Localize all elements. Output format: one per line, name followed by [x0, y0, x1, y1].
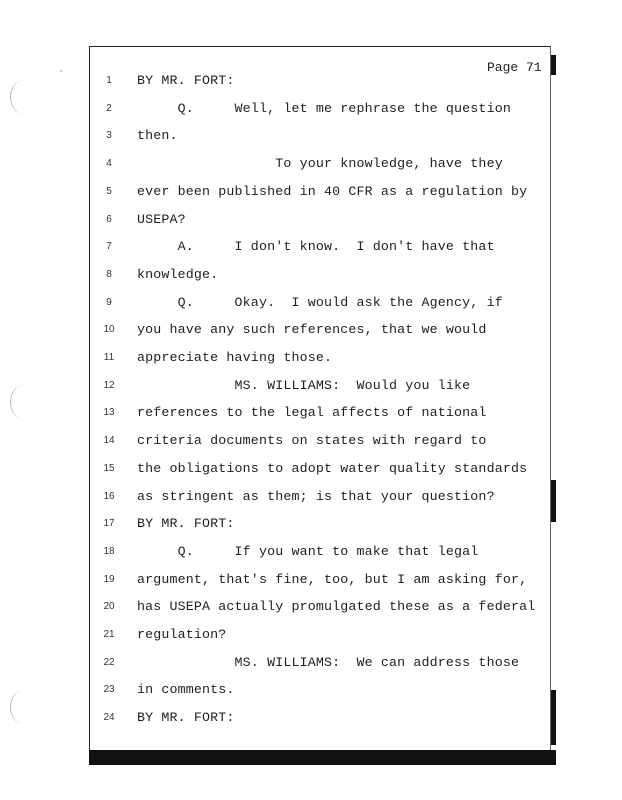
scan-edge-mark-top [551, 55, 556, 75]
line-text: you have any such references, that we would [137, 322, 487, 338]
line-number: 18 [103, 545, 115, 557]
line-text: Q. Okay. I would ask the Agency, if [137, 294, 503, 310]
transcript-line [0, 433, 487, 453]
line-text: MS. WILLIAMS: We can address those [137, 654, 520, 670]
line-text: ever been published in 40 CFR as a regulation by [137, 183, 528, 199]
line-text: knowledge. [137, 266, 219, 282]
scan-edge-mark-middle [551, 480, 556, 522]
transcript-line [0, 405, 487, 425]
transcript-line [0, 571, 528, 592]
line-number: 5 [106, 185, 112, 197]
transcript-line [0, 488, 495, 509]
line-number: 10 [103, 324, 115, 336]
line-number: 17 [103, 518, 115, 530]
line-number: 2 [106, 102, 112, 114]
transcript-page-frame [89, 46, 551, 752]
line-text: MS. WILLIAMS: Would you like [137, 377, 471, 393]
line-text: appreciate having those. [137, 350, 333, 365]
transcript-line [0, 128, 178, 148]
transcript-line [0, 294, 503, 315]
line-number: 9 [106, 296, 112, 308]
line-text: Q. Well, let me rephrase the question [137, 100, 511, 116]
line-text: in comments. [137, 682, 235, 698]
line-number: 8 [106, 268, 112, 280]
transcript-line [0, 266, 219, 287]
transcript-line [0, 516, 235, 536]
transcript-line [0, 156, 503, 176]
line-text: regulation? [137, 627, 227, 642]
transcript-line [0, 211, 186, 232]
transcript-line [0, 73, 235, 93]
transcript-line [0, 239, 495, 259]
line-text: Q. If you want to make that legal [137, 543, 479, 559]
transcript-line [0, 460, 528, 481]
line-number: 14 [103, 435, 115, 447]
line-number: 15 [103, 462, 115, 474]
line-number: 20 [103, 601, 115, 613]
line-text: has USEPA actually promulgated these as a federal [137, 599, 536, 615]
transcript-line [0, 183, 528, 204]
line-text: A. I don't know. I don't have that [137, 239, 495, 255]
line-number: 22 [103, 656, 115, 668]
line-number: 23 [103, 684, 115, 696]
transcript-line [0, 543, 479, 564]
line-number: 1 [106, 75, 112, 86]
transcript-line [0, 654, 520, 675]
line-text: BY MR. FORT: [137, 516, 235, 532]
line-number: 24 [103, 712, 115, 724]
line-number: 21 [103, 629, 115, 640]
line-text: BY MR. FORT: [137, 710, 235, 726]
scan-speck [60, 70, 62, 72]
transcript-line [0, 627, 227, 647]
line-number: 11 [103, 352, 115, 363]
line-number: 6 [106, 213, 112, 225]
line-text: references to the legal affects of national [137, 405, 487, 421]
line-number: 3 [106, 130, 112, 142]
scan-bottom-bar [89, 750, 556, 765]
page-number: Page 71 [487, 60, 542, 75]
transcript-line [0, 350, 333, 370]
transcript-line [0, 100, 511, 121]
transcript-line [0, 710, 235, 730]
line-number: 19 [103, 573, 115, 585]
line-text: criteria documents on states with regard to [137, 433, 487, 449]
line-text: the obligations to adopt water quality standards [137, 460, 528, 476]
line-text: To your knowledge, have they [137, 156, 503, 172]
line-number: 12 [103, 379, 115, 391]
line-number: 7 [106, 241, 112, 253]
line-text: BY MR. FORT: [137, 73, 235, 88]
line-text: as stringent as them; is that your question? [137, 488, 495, 504]
line-text: argument, that's fine, too, but I am asking for, [137, 571, 528, 587]
transcript-line [0, 682, 235, 702]
transcript-line [0, 599, 536, 619]
line-text: USEPA? [137, 211, 186, 227]
transcript-line [0, 322, 487, 342]
line-text: then. [137, 128, 178, 144]
transcript-line [0, 377, 471, 398]
line-number: 4 [106, 158, 112, 170]
scan-edge-mark-bottom [551, 690, 556, 745]
line-number: 13 [103, 407, 115, 419]
line-number: 16 [103, 490, 115, 502]
